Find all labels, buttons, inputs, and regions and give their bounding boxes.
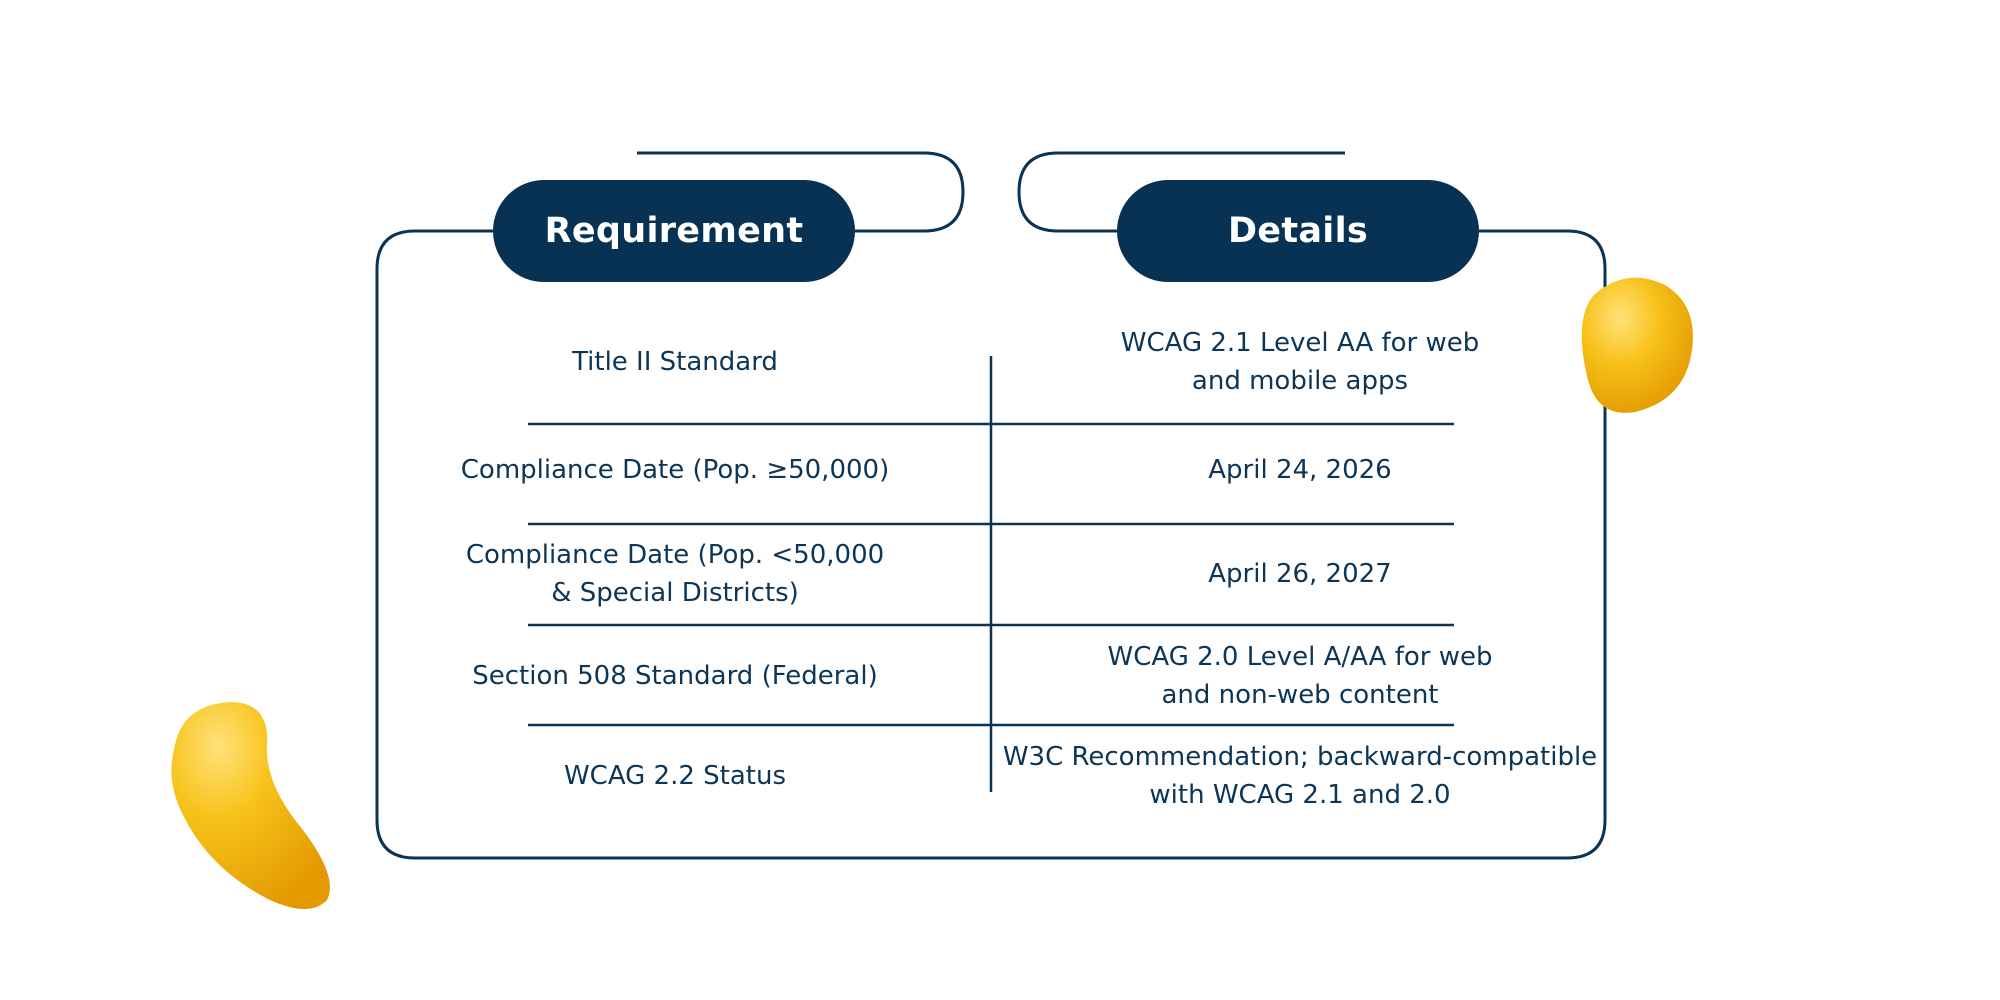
header-details: Details	[1117, 180, 1479, 282]
requirement-cell: Compliance Date (Pop. <50,000 & Special Districts)	[465, 540, 885, 608]
header-requirement: Requirement	[493, 180, 855, 282]
requirement-cell: Section 508 Standard (Federal)	[472, 661, 878, 691]
details-cell: WCAG 2.0 Level A/AA for web and non-web content	[1107, 642, 1493, 710]
details-cell: April 26, 2027	[1208, 559, 1392, 589]
details-cell: WCAG 2.1 Level AA for web and mobile apps	[1120, 328, 1480, 396]
requirement-cell: Title II Standard	[572, 347, 778, 377]
details-cell: W3C Recommendation; backward-compatible with WCAG 2.1 and 2.0	[1002, 742, 1598, 810]
requirement-cell: WCAG 2.2 Status	[563, 761, 787, 791]
requirement-cell: Compliance Date (Pop. ≥50,000)	[460, 455, 890, 485]
yellow-blob-right-decoration	[1570, 270, 1700, 420]
yellow-blob-left-decoration	[155, 700, 345, 915]
details-cell: April 24, 2026	[1208, 455, 1392, 485]
